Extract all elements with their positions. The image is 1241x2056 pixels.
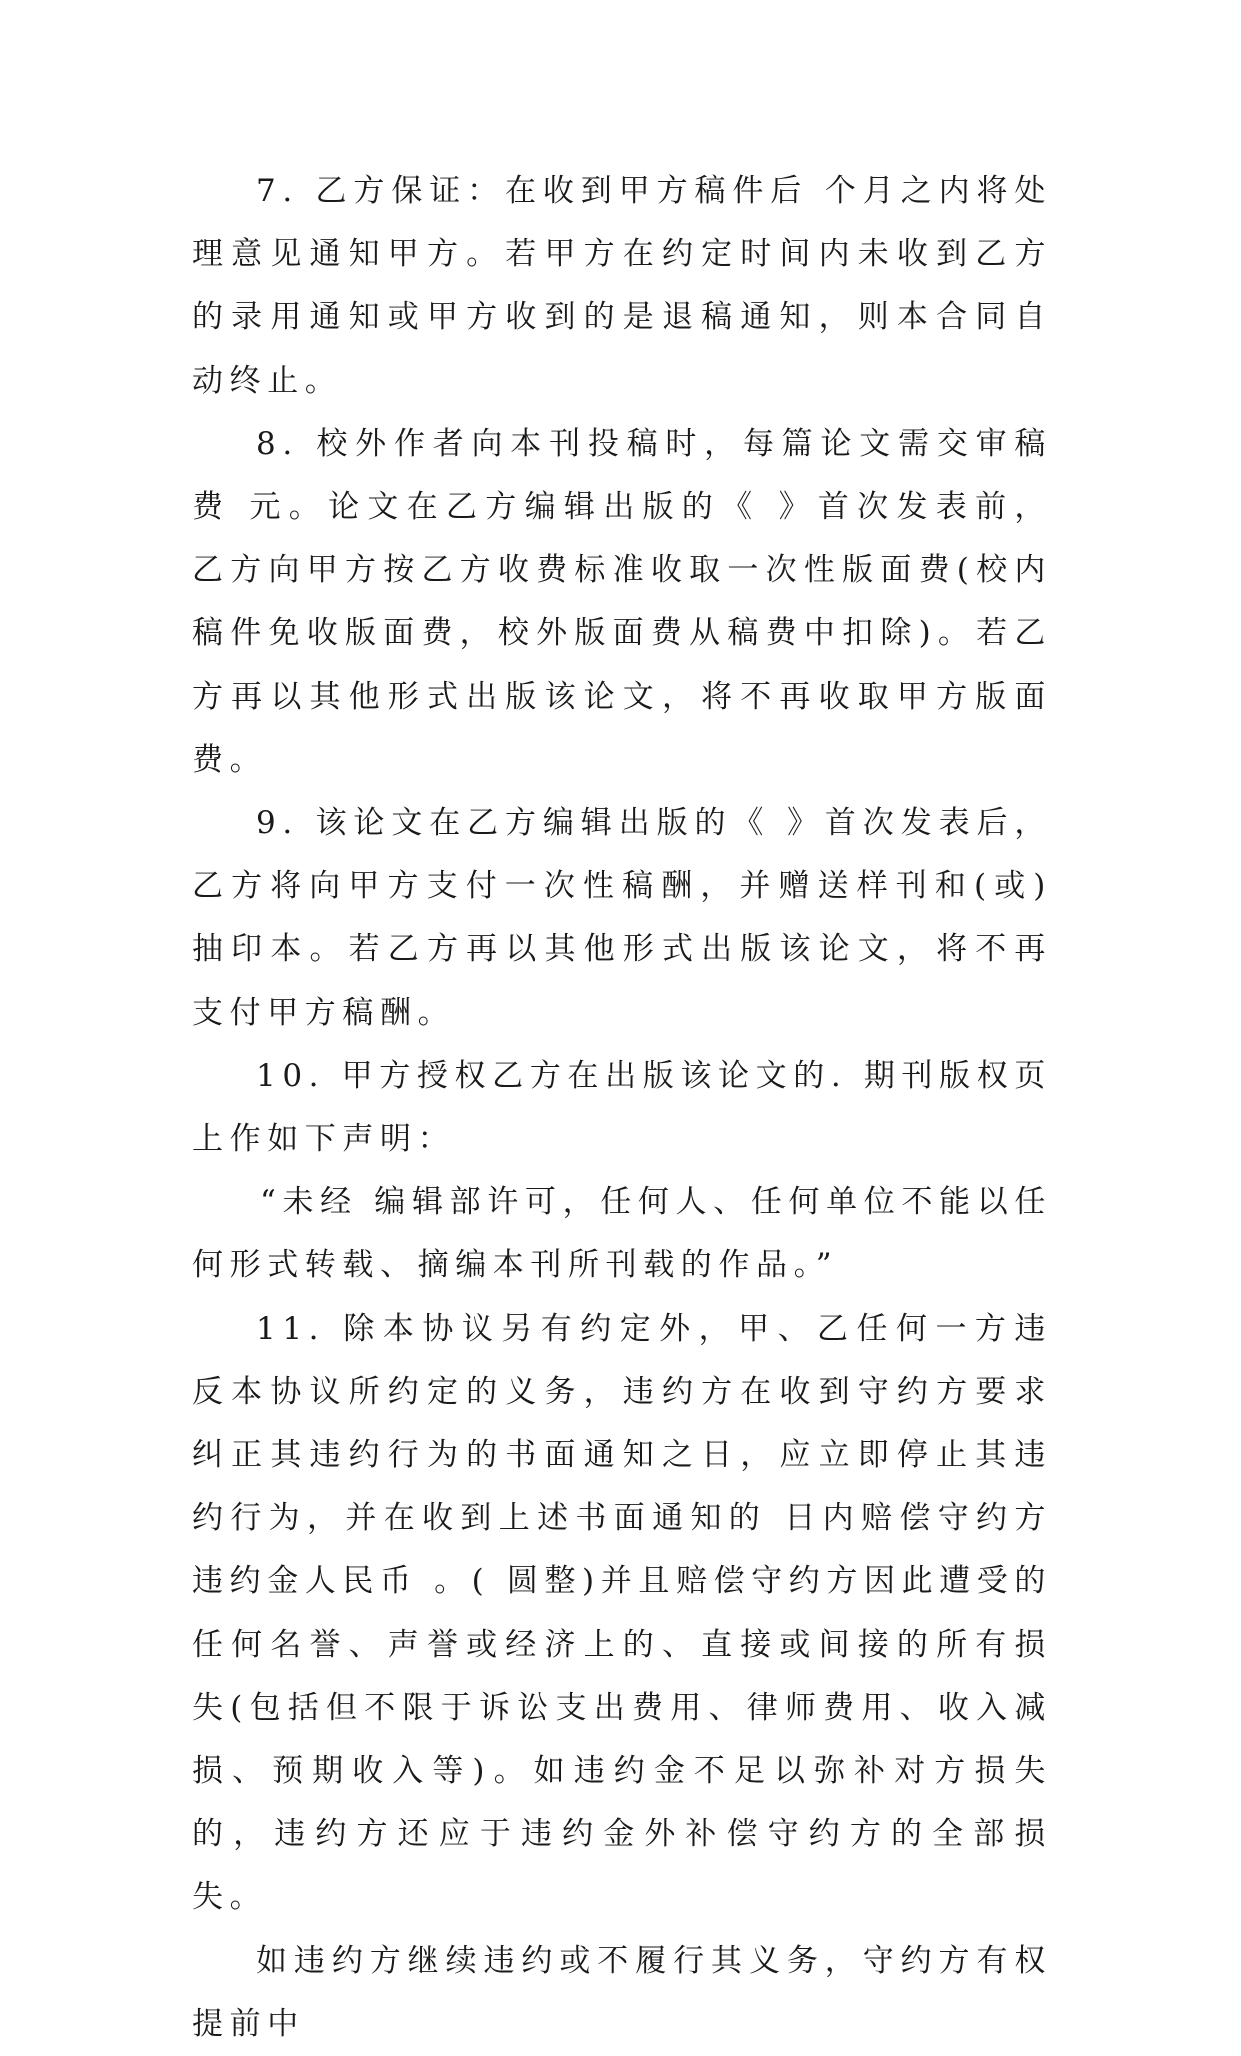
clause-10: 10. 甲方授权乙方在出版该论文的. 期刊版权页上作如下声明：: [192, 1057, 1052, 1158]
clause-7: 7. 乙方保证：在收到甲方稿件后 个月之内将处理意见通知甲方。若甲方在约定时间内未收到乙方的录用通知或甲方收到的是退稿通知，则本合同自动终止。: [192, 173, 1052, 399]
contract-body: [192, 160, 1052, 2056]
clause-11: 11. 除本协议另有约定外，甲、乙任何一方违反本协议所约定的义务，违约方在收到守约方要求纠正其违约行为的书面通知之日，应立即停止其违约行为，并在收到上述书面通知的 日内赔偿守约方违约金人民币 。( 圆整)并且赔偿守约方因此遭受的任何名誉、声誉或经济上的、直接或间接的所有损失(包括但不限于诉讼支出费用、律师费用、收入减损、预期收入等)。如违约金不足以弥补对方损失的，违约方还应于违约金外补偿守约方的全部损失。: [192, 1310, 1052, 1916]
clause-8: 8. 校外作者向本刊投稿时，每篇论文需交审稿费 元。论文在乙方编辑出版的《 》首次发表前，乙方向甲方按乙方收费标准收取一次性版面费(校内稿件免收版面费，校外版面费从稿费中扣除)。若乙方再以其他形式出版该论文，将不再收取甲方版面费。: [192, 425, 1052, 778]
clause-9: 9. 该论文在乙方编辑出版的《 》首次发表后，乙方将向甲方支付一次性稿酬，并赠送样刊和(或)抽印本。若乙方再以其他形式出版该论文，将不再支付甲方稿酬。: [192, 805, 1052, 1031]
copyright-statement: “未经 编辑部许可，任何人、任何单位不能以任何形式转载、摘编本刊所刊载的作品。”: [192, 1184, 1052, 1284]
clause-11-continuation: 如违约方继续违约或不履行其义务，守约方有权提前中: [192, 1942, 1052, 2042]
